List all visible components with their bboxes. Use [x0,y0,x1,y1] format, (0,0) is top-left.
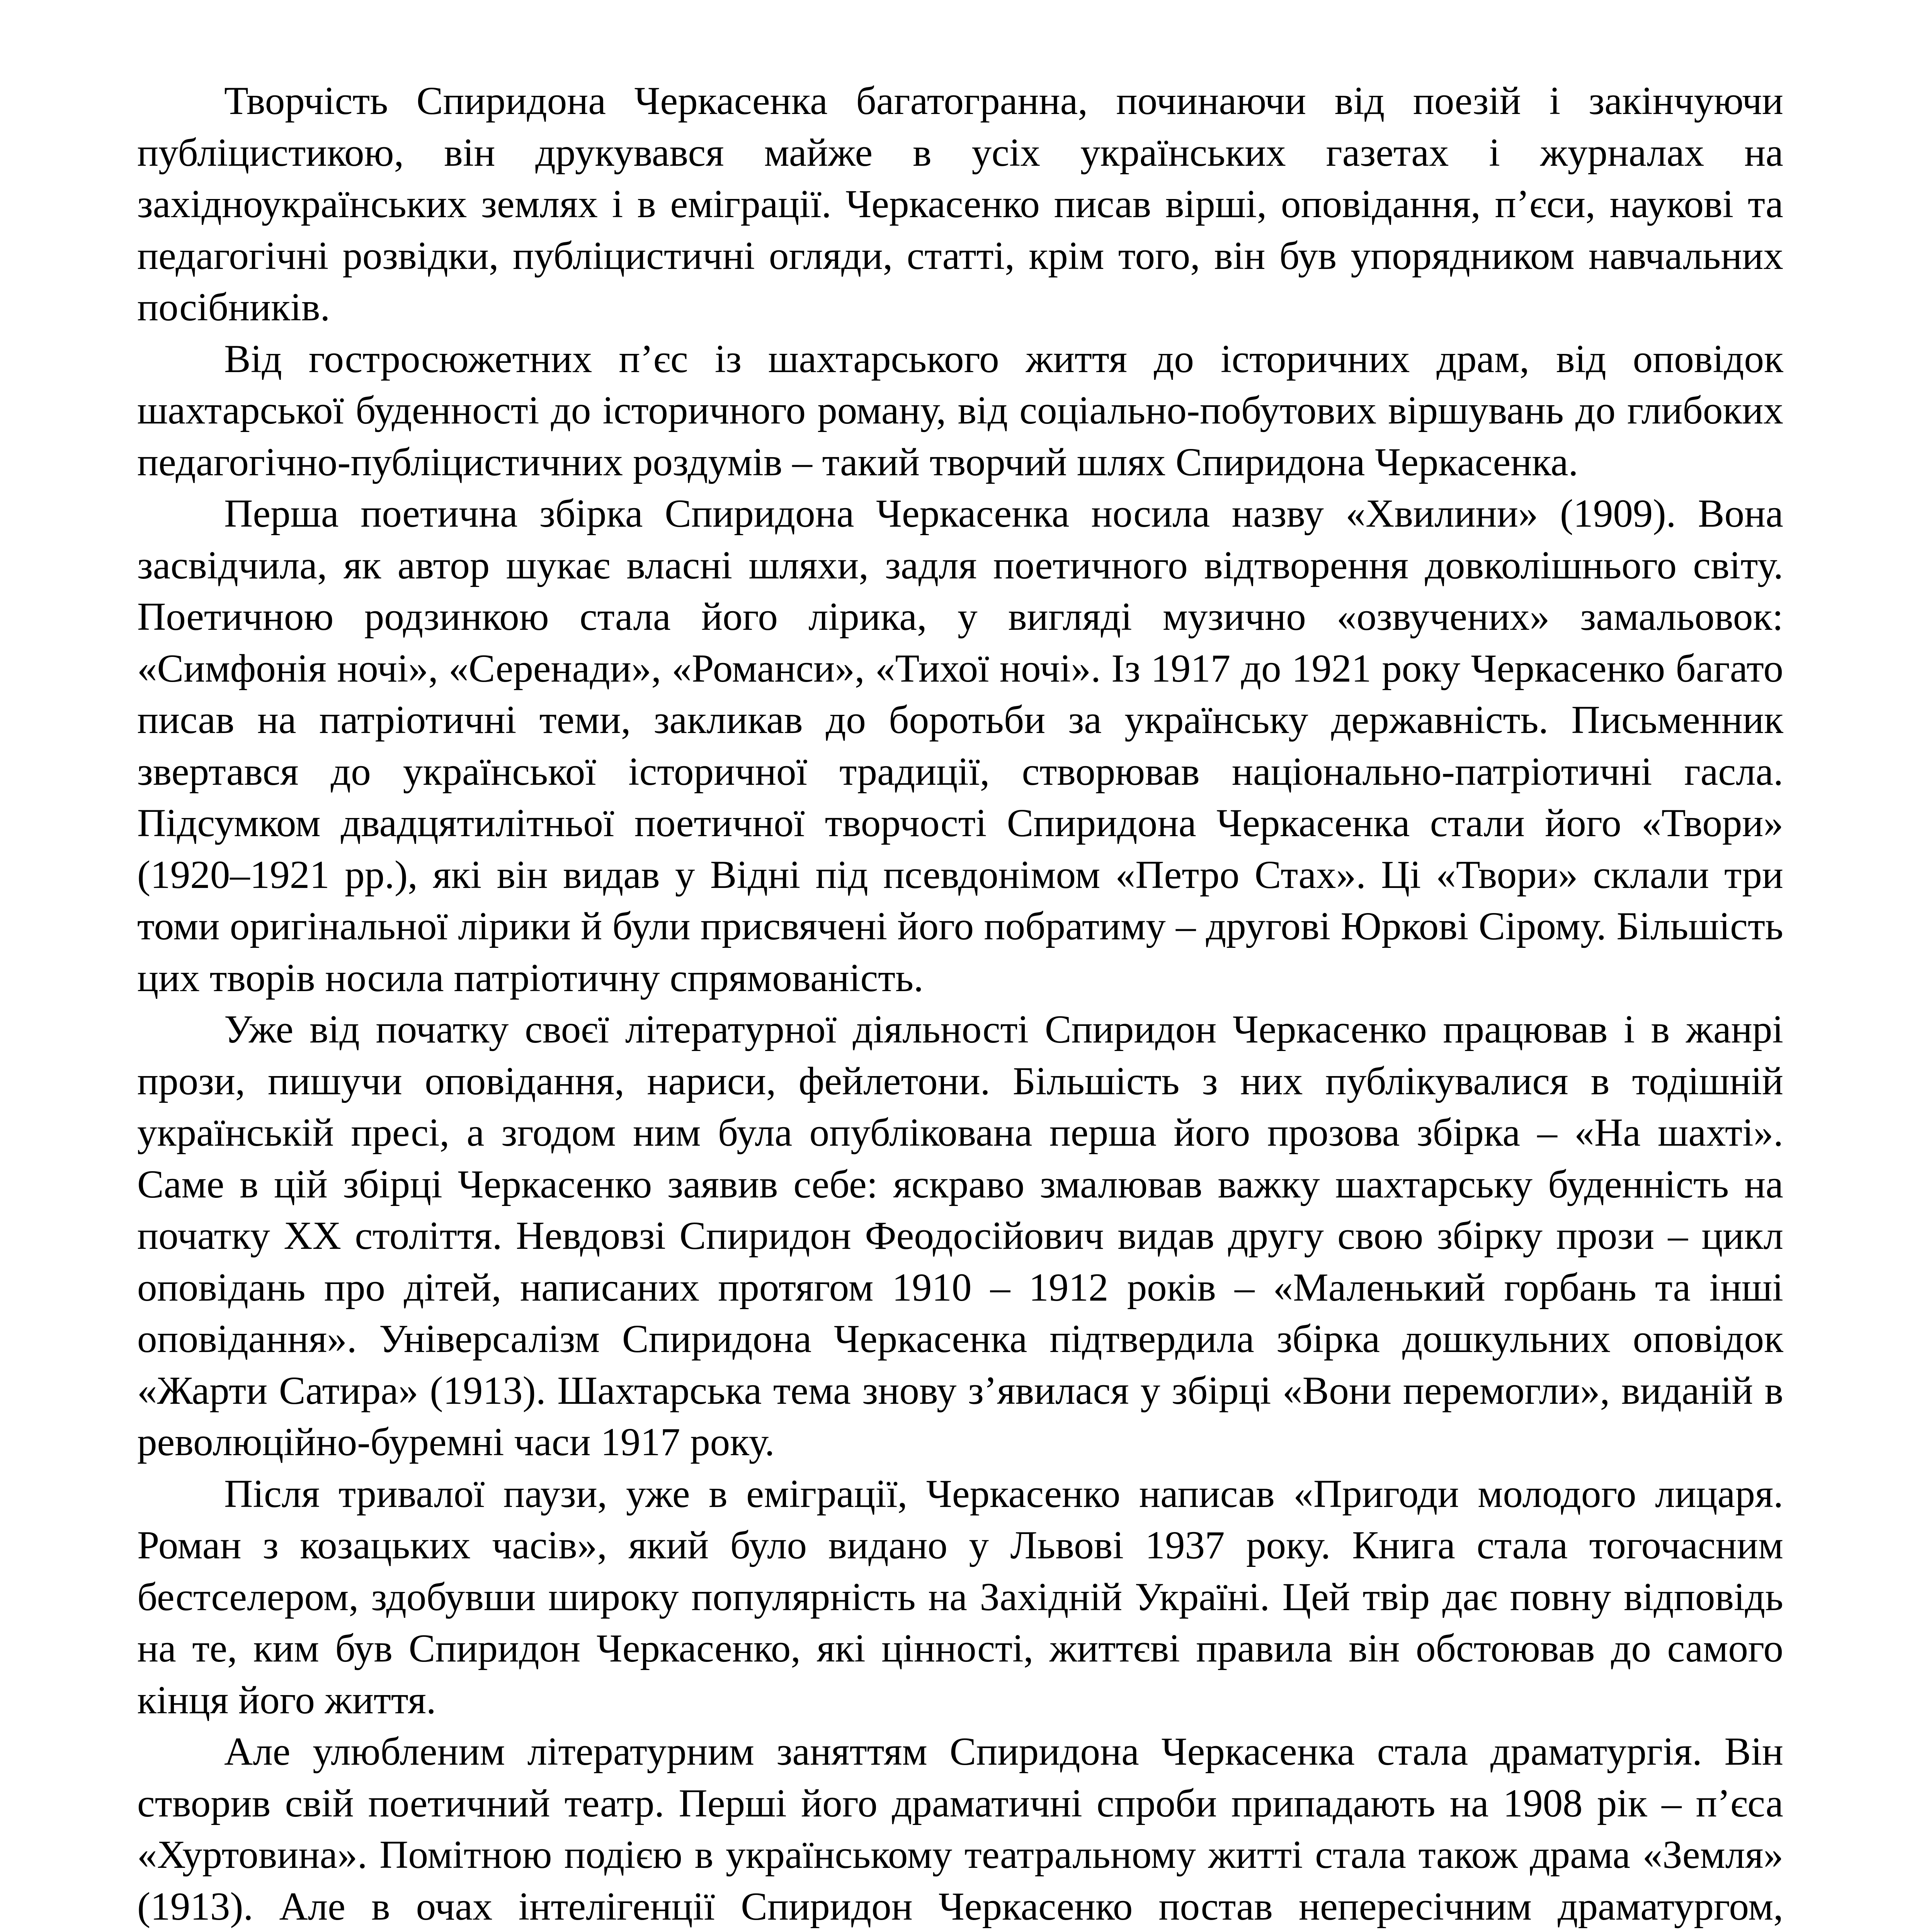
page-body [137,75,1783,1932]
paragraph-4: Уже від початку своєї літературної діяльності Спиридон Черкасенко працював і в жанрі прози, пишучи оповідання, нариси, фейлетони. Більшість з них публікувалися в тодішній українській пресі, а згодом ним була опублікована перша його прозова збірка – «На шахті». Саме в цій збірці Черкасенко заявив себе: яскраво змалював важку шахтарську буденність на початку ХХ століття. Невдовзі Спиридон Феодосійович видав другу свою збірку прози – цикл оповідань про дітей, написаних протягом 1910 – 1912 років – «Маленький горбань та інші оповідання». Універсалізм Спиридона Черкасенка підтвердила збірка дошкульних оповідок «Жарти Сатира» (1913). Шахтарська тема знову з’явилася у збірці «Вони перемогли», виданій в революційно-буремні часи 1917 року. [137,1007,1783,1464]
paragraph-6: Але улюбленим літературним заняттям Спиридона Черкасенка стала драматургія. Він створив свій поетичний театр. Перші його драматичні спроби припадають на 1908 рік – п’єса «Хуртовина». Помітною подією в українському театральному житті стала також драма «Земля» (1913). Але в очах інтелігенції Спиридон Черкасенко постав непересічним драматургом, [137,1730,1783,1929]
paragraph-2: Від гостросюжетних п’єс із шахтарського життя до історичних драм, від оповідок шахтарської буденності до історичного роману, від соціально-побутових віршувань до глибоких педагогічно-публіцистичних роздумів – такий творчий шлях Спиридона Черкасенка. [137,337,1783,484]
paragraph-3: Перша поетична збірка Спиридона Черкасенка носила назву «Хвилини» (1909). Вона засвідчила, як автор шукає власні шляхи, задля поетичного відтворення довколішнього світу. Поетичною родзинкою стала його лірика, у вигляді музично «озвучених» замальовок: «Симфонія ночі», «Серенади», «Романси», «Тихої ночі». Із 1917 до 1921 року Черкасенко багато писав на патріотичні теми, закликав до боротьби за українську державність. Письменник звертався до української історичної традиції, створював національно-патріотичні гасла. Підсумком двадцятилітньої поетичної творчості Спиридона Черкасенка стали його «Твори» (1920–1921 рр.), які він видав у Відні під псевдонімом «Петро Стах». Ці «Твори» склали три томи оригінальної лірики й були присвячені його побратиму – другові Юркові Сірому. Більшість цих творів носила патріотичну спрямованість. [137,492,1783,1000]
paragraph-1: Творчість Спиридона Черкасенка багатогранна, починаючи від поезій і закінчуючи публіцистикою, він друкувався майже в усіх українських газетах і журналах на західноукраїнських землях і в еміграції. Черкасенко писав вірші, оповідання, п’єси, наукові та педагогічні розвідки, публіцистичні огляди, статті, крім того, він був упорядником навчальних посібників. [137,79,1783,329]
paragraph-5: Після тривалої паузи, уже в еміграції, Черкасенко написав «Пригоди молодого лицаря. Роман з козацьких часів», який було видано у Львові 1937 року. Книга стала тогочасним бестселером, здобувши широку популярність на Західній Україні. Цей твір дає повну відповідь на те, ким був Спиридон Черкасенко, які цінності, життєві правила він обстоював до самого кінця його життя. [137,1471,1783,1722]
